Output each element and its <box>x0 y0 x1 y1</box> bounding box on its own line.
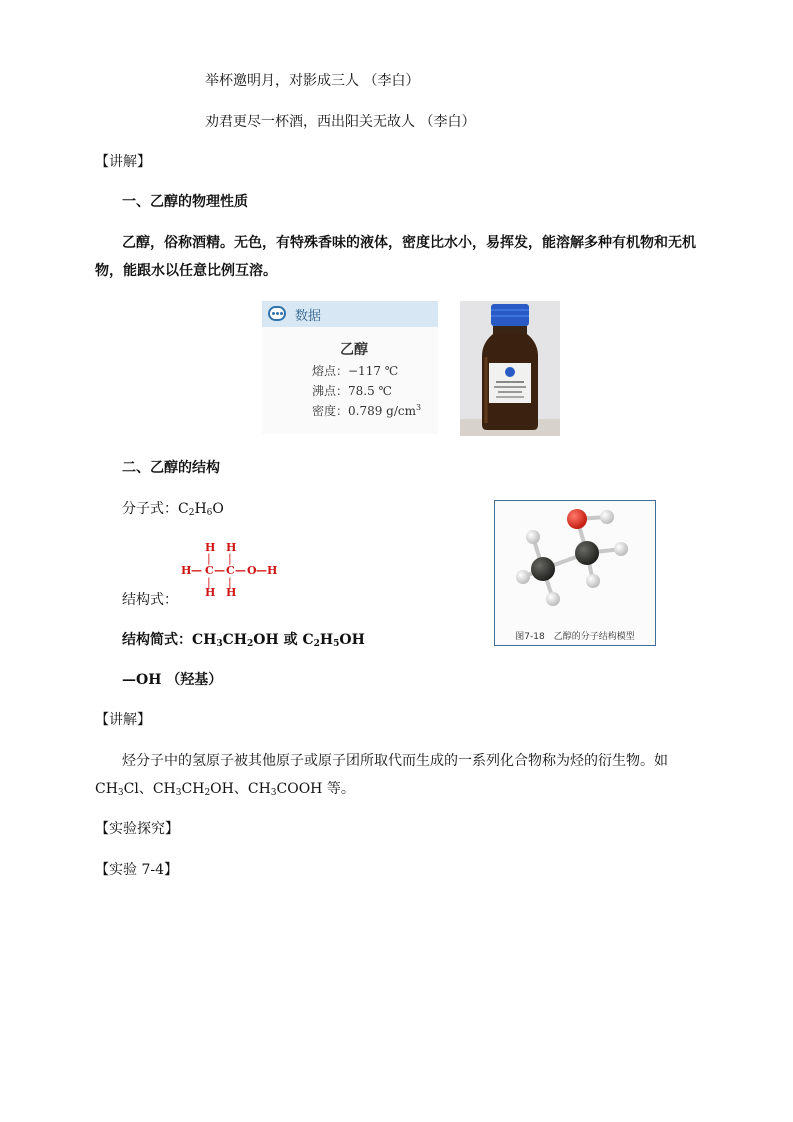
poem-line-2: 劝君更尽一杯酒，西出阳关无故人 （李白） <box>205 114 476 130</box>
structural-formula-label: 结构式： <box>122 592 178 608</box>
bottle-illustration <box>460 301 560 436</box>
data-card-header <box>262 301 438 327</box>
physical-para-line-1: 乙醇，俗称酒精。无色，有特殊香味的液体，密度比水小，易挥发，能溶解多种有机物和无机 <box>122 235 696 251</box>
hydroxyl-group-line: —OH （羟基） <box>122 672 223 688</box>
physical-para-line-2: 物，能跟水以任意比例互溶。 <box>95 263 277 279</box>
data-card-title: 乙醇 <box>340 342 368 358</box>
ball-and-stick-model <box>495 501 655 625</box>
data-card-image <box>262 301 438 434</box>
data-card-melting-point: 熔点：−117 ℃ <box>312 364 399 378</box>
molecular-formula: 分子式：$C_2H_6O$ <box>122 501 224 518</box>
figure-caption: 图7-18 乙醇的分子结构模型 <box>515 632 635 642</box>
chat-bubble-icon <box>268 306 286 321</box>
derivative-para-line-2: $CH_3Cl$、$CH_3CH_2OH$、$CH_3COOH$ 等。 <box>95 781 355 798</box>
ethanol-bottle-photo <box>460 301 560 436</box>
heading-physical-properties: 一、乙醇的物理性质 <box>122 194 248 210</box>
condensed-structural-formula: 结构简式：$CH_3CH_2OH$ 或 $C_2H_5OH$ <box>122 632 365 649</box>
data-card-density: 密度：0.789 $g/cm^3$ <box>312 403 422 418</box>
data-card-header-label: 数据 <box>295 309 322 324</box>
molecule-model-figure <box>494 500 656 646</box>
section-tag-explain-1: 【讲解】 <box>95 154 151 170</box>
poem-line-1: 举杯邀明月，对影成三人 （李白） <box>205 73 420 89</box>
structural-formula-diagram: H H | | H — C — C — O — H | | H H <box>181 541 278 599</box>
section-tag-experiment: 【实验探究】 <box>95 821 179 837</box>
section-tag-explain-2: 【讲解】 <box>95 712 151 728</box>
derivative-para-line-1: 烃分子中的氢原子被其他原子或原子团所取代而生成的一系列化合物称为烃的衍生物。如 <box>122 753 668 769</box>
data-card-boiling-point: 沸点：78.5 ℃ <box>312 384 392 398</box>
section-tag-experiment-7-4: 【实验 7-4】 <box>95 862 178 878</box>
heading-structure: 二、乙醇的结构 <box>122 460 220 476</box>
